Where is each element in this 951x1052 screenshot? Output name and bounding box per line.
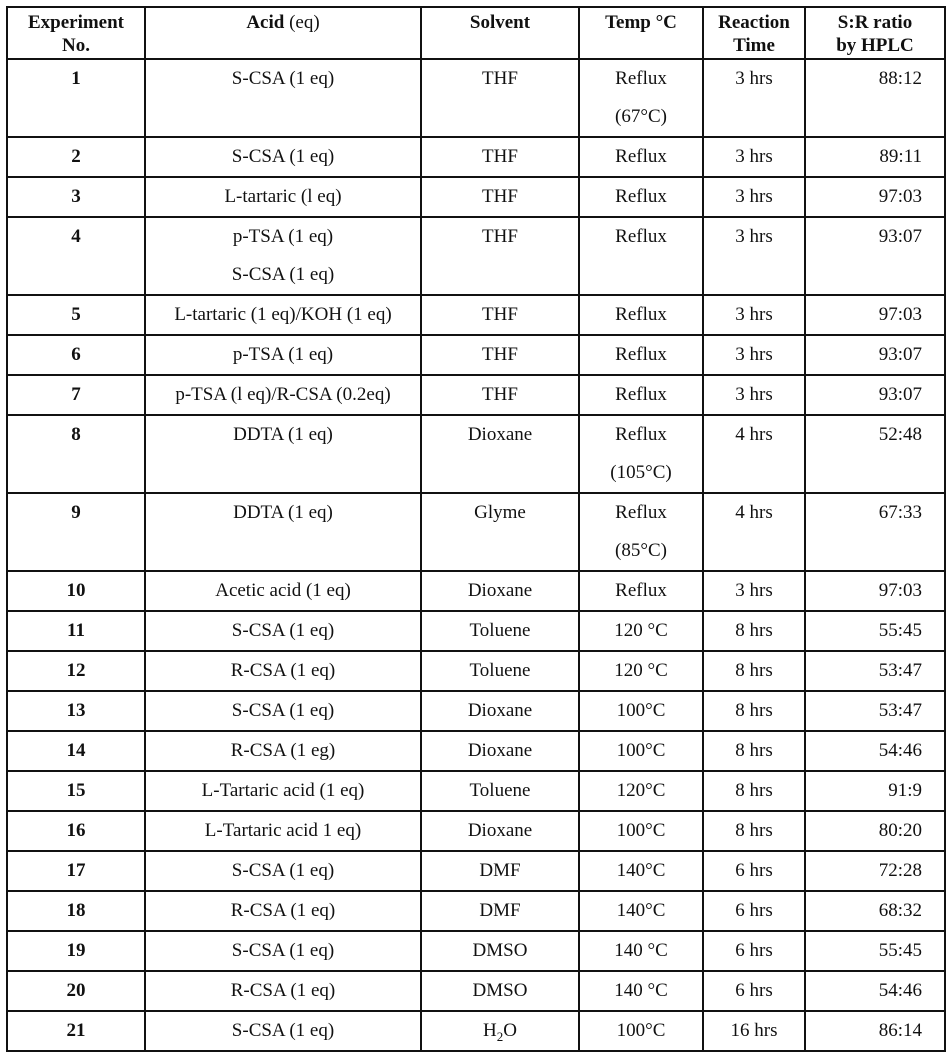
cell-reaction-time: 8 hrs [703, 611, 805, 651]
cell-experiment-no: 14 [7, 731, 145, 771]
cell-experiment-no: 11 [7, 611, 145, 651]
cell-experiment-no: 1 [7, 59, 145, 137]
table-row [7, 891, 945, 931]
cell-temp [579, 931, 703, 971]
cell-temp-line1: 100°C [616, 1020, 666, 1041]
cell-temp-line1: 100°C [616, 700, 666, 721]
cell-experiment-no: 3 [7, 177, 145, 217]
cell-reaction-time: 3 hrs [703, 59, 805, 137]
cell-solvent [421, 571, 579, 611]
cell-sr-ratio: 91:9 [805, 771, 945, 811]
cell-solvent-text: DMSO [472, 940, 528, 961]
cell-temp-line1: Reflux [615, 146, 667, 167]
cell-sr-ratio: 52:48 [805, 415, 945, 493]
cell-solvent-text: Dioxane [467, 580, 533, 601]
cell-reaction-time: 8 hrs [703, 731, 805, 771]
cell-solvent [421, 971, 579, 1011]
cell-reaction-time: 8 hrs [703, 811, 805, 851]
cell-solvent [421, 177, 579, 217]
cell-temp-line1: Reflux [615, 424, 667, 445]
cell-acid [145, 891, 421, 931]
table-row [7, 1011, 945, 1051]
cell-acid-line1: L-tartaric (1 eq)/KOH (1 eq) [174, 304, 392, 325]
cell-temp-line1: 120 °C [614, 660, 668, 681]
cell-experiment-no: 9 [7, 493, 145, 571]
cell-experiment-no: 12 [7, 651, 145, 691]
cell-sr-ratio: 80:20 [805, 811, 945, 851]
cell-temp [579, 217, 703, 295]
cell-solvent-text: Glyme [474, 502, 526, 523]
cell-temp [579, 137, 703, 177]
cell-temp-line1: Reflux [615, 68, 667, 89]
cell-acid [145, 217, 421, 295]
cell-experiment-no: 18 [7, 891, 145, 931]
cell-acid [145, 651, 421, 691]
cell-solvent [421, 493, 579, 571]
header-ratio-line1: S:R ratio [837, 12, 913, 33]
cell-reaction-time: 6 hrs [703, 971, 805, 1011]
header-acid-main: Acid [246, 12, 285, 33]
cell-temp [579, 731, 703, 771]
cell-temp [579, 493, 703, 571]
cell-experiment-no: 8 [7, 415, 145, 493]
cell-temp [579, 771, 703, 811]
cell-reaction-time: 4 hrs [703, 493, 805, 571]
cell-sr-ratio: 89:11 [805, 137, 945, 177]
cell-experiment-no: 10 [7, 571, 145, 611]
table-row [7, 691, 945, 731]
cell-acid [145, 971, 421, 1011]
cell-temp-line2: (67°C) [615, 106, 667, 127]
cell-temp-line1: 140 °C [614, 980, 668, 1001]
cell-temp-line1: Reflux [615, 580, 667, 601]
cell-solvent-text: DMF [479, 860, 521, 881]
cell-temp-line1: 120 °C [614, 620, 668, 641]
cell-solvent [421, 651, 579, 691]
cell-temp-line1: 120°C [616, 780, 666, 801]
table-row [7, 137, 945, 177]
table-row [7, 415, 945, 493]
cell-sr-ratio: 93:07 [805, 335, 945, 375]
cell-temp-line1: 100°C [616, 740, 666, 761]
table-row [7, 217, 945, 295]
cell-sr-ratio: 88:12 [805, 59, 945, 137]
cell-temp-line1: Reflux [615, 226, 667, 247]
cell-acid [145, 931, 421, 971]
cell-acid [145, 571, 421, 611]
cell-temp-line2: (105°C) [610, 462, 672, 483]
cell-acid [145, 811, 421, 851]
cell-reaction-time: 4 hrs [703, 415, 805, 493]
cell-solvent-text: THF [482, 146, 518, 167]
table-row [7, 651, 945, 691]
cell-temp [579, 811, 703, 851]
table-body [7, 59, 945, 1051]
cell-acid-line1: R-CSA (1 eq) [230, 900, 336, 921]
cell-acid-line1: R-CSA (1 eq) [230, 980, 336, 1001]
cell-reaction-time: 6 hrs [703, 931, 805, 971]
table-row [7, 177, 945, 217]
cell-temp [579, 335, 703, 375]
cell-experiment-no: 6 [7, 335, 145, 375]
cell-acid-line1: S-CSA (1 eq) [231, 146, 335, 167]
cell-sr-ratio: 67:33 [805, 493, 945, 571]
cell-acid [145, 177, 421, 217]
cell-acid-line1: p-TSA (1 eq) [232, 226, 334, 247]
cell-acid-line1: S-CSA (1 eq) [231, 620, 335, 641]
cell-acid [145, 851, 421, 891]
cell-reaction-time: 16 hrs [703, 1011, 805, 1051]
table-row [7, 931, 945, 971]
cell-sr-ratio: 97:03 [805, 295, 945, 335]
cell-temp [579, 415, 703, 493]
cell-solvent-text: Dioxane [467, 740, 533, 761]
cell-acid [145, 295, 421, 335]
cell-experiment-no: 5 [7, 295, 145, 335]
header-time-line1: Reaction [718, 12, 790, 33]
header-reaction-time [703, 7, 805, 59]
header-experiment-no [7, 7, 145, 59]
cell-reaction-time: 3 hrs [703, 571, 805, 611]
cell-reaction-time: 6 hrs [703, 851, 805, 891]
cell-acid [145, 59, 421, 137]
cell-acid [145, 691, 421, 731]
cell-temp [579, 971, 703, 1011]
cell-solvent-text: DMF [479, 900, 521, 921]
cell-sr-ratio: 53:47 [805, 651, 945, 691]
table-row [7, 811, 945, 851]
cell-acid-line1: S-CSA (1 eq) [231, 700, 335, 721]
cell-acid-line1: S-CSA (1 eq) [231, 860, 335, 881]
cell-acid-line1: S-CSA (1 eq) [231, 940, 335, 961]
table-row [7, 59, 945, 137]
table-row [7, 493, 945, 571]
cell-sr-ratio: 53:47 [805, 691, 945, 731]
cell-experiment-no: 19 [7, 931, 145, 971]
cell-solvent-subscript: 2 [496, 1028, 504, 1044]
cell-solvent-text: Dioxane [467, 424, 533, 445]
table-row [7, 295, 945, 335]
table-row [7, 971, 945, 1011]
cell-sr-ratio: 55:45 [805, 931, 945, 971]
cell-solvent-text: THF [482, 304, 518, 325]
cell-temp [579, 59, 703, 137]
cell-solvent-text: Dioxane [467, 700, 533, 721]
cell-reaction-time: 3 hrs [703, 137, 805, 177]
cell-acid [145, 611, 421, 651]
cell-sr-ratio: 68:32 [805, 891, 945, 931]
header-ratio-line2: by HPLC [836, 35, 914, 56]
cell-temp [579, 851, 703, 891]
cell-experiment-no: 16 [7, 811, 145, 851]
cell-acid [145, 493, 421, 571]
cell-sr-ratio: 93:07 [805, 217, 945, 295]
cell-solvent [421, 691, 579, 731]
cell-solvent-text: Toluene [469, 660, 531, 681]
cell-reaction-time: 8 hrs [703, 651, 805, 691]
cell-acid [145, 731, 421, 771]
cell-solvent [421, 811, 579, 851]
cell-sr-ratio: 86:14 [805, 1011, 945, 1051]
cell-solvent-text: THF [482, 186, 518, 207]
cell-acid [145, 771, 421, 811]
cell-reaction-time: 3 hrs [703, 295, 805, 335]
cell-temp [579, 651, 703, 691]
cell-temp-line1: Reflux [615, 502, 667, 523]
cell-acid [145, 375, 421, 415]
cell-experiment-no: 13 [7, 691, 145, 731]
header-sr-ratio [805, 7, 945, 59]
cell-solvent [421, 59, 579, 137]
cell-solvent [421, 295, 579, 335]
cell-reaction-time: 6 hrs [703, 891, 805, 931]
cell-solvent [421, 415, 579, 493]
cell-solvent-text: THF [482, 384, 518, 405]
cell-experiment-no: 20 [7, 971, 145, 1011]
header-solvent: Solvent [421, 7, 579, 59]
cell-temp-line1: Reflux [615, 344, 667, 365]
table-row [7, 771, 945, 811]
cell-acid-line1: R-CSA (1 eq) [230, 660, 336, 681]
cell-reaction-time: 3 hrs [703, 217, 805, 295]
cell-acid-line1: DDTA (1 eq) [233, 502, 333, 523]
cell-sr-ratio: 54:46 [805, 971, 945, 1011]
results-table [6, 6, 946, 1052]
cell-acid [145, 415, 421, 493]
table-row [7, 335, 945, 375]
cell-acid-line1: L-Tartaric acid (1 eq) [201, 780, 365, 801]
cell-solvent-text: THF [482, 226, 518, 247]
table-row [7, 375, 945, 415]
cell-acid-line1: L-tartaric (l eq) [224, 186, 342, 207]
cell-temp [579, 691, 703, 731]
cell-temp-line1: 140°C [616, 860, 666, 881]
cell-solvent [421, 611, 579, 651]
cell-solvent [421, 1011, 579, 1051]
cell-temp-line1: 140 °C [614, 940, 668, 961]
cell-solvent [421, 375, 579, 415]
cell-solvent [421, 217, 579, 295]
cell-experiment-no: 21 [7, 1011, 145, 1051]
header-experiment-line2: No. [62, 35, 90, 56]
cell-reaction-time: 3 hrs [703, 177, 805, 217]
header-row [7, 7, 945, 59]
header-temp: Temp °C [579, 7, 703, 59]
cell-temp-line2: (85°C) [615, 540, 667, 561]
cell-solvent [421, 851, 579, 891]
cell-sr-ratio: 97:03 [805, 571, 945, 611]
cell-acid-line1: Acetic acid (1 eq) [215, 580, 351, 601]
cell-solvent-text: Toluene [469, 620, 531, 641]
cell-solvent [421, 731, 579, 771]
cell-temp [579, 891, 703, 931]
cell-experiment-no: 17 [7, 851, 145, 891]
cell-temp-line1: Reflux [615, 186, 667, 207]
cell-acid-line1: DDTA (1 eq) [233, 424, 333, 445]
cell-solvent-text: Toluene [469, 780, 531, 801]
cell-sr-ratio: 93:07 [805, 375, 945, 415]
cell-temp [579, 295, 703, 335]
cell-solvent-text: H [483, 1020, 497, 1041]
cell-temp-line1: Reflux [615, 384, 667, 405]
cell-temp [579, 1011, 703, 1051]
results-table-container [6, 6, 944, 1052]
cell-experiment-no: 15 [7, 771, 145, 811]
cell-acid-line1: S-CSA (1 eq) [231, 1020, 335, 1041]
cell-sr-ratio: 97:03 [805, 177, 945, 217]
cell-temp [579, 375, 703, 415]
header-acid-unit: (eq) [289, 12, 320, 33]
header-time-line2: Time [733, 35, 775, 56]
cell-acid [145, 335, 421, 375]
cell-acid-line1: L-Tartaric acid 1 eq) [204, 820, 362, 841]
cell-experiment-no: 4 [7, 217, 145, 295]
cell-acid-line1: R-CSA (1 eg) [230, 740, 336, 761]
cell-temp [579, 571, 703, 611]
cell-solvent-text: DMSO [472, 980, 528, 1001]
cell-solvent [421, 931, 579, 971]
table-row [7, 571, 945, 611]
cell-acid-line2: S-CSA (1 eq) [231, 264, 335, 285]
cell-experiment-no: 2 [7, 137, 145, 177]
cell-solvent-text: THF [482, 344, 518, 365]
cell-reaction-time: 3 hrs [703, 335, 805, 375]
table-row [7, 851, 945, 891]
cell-acid-line1: S-CSA (1 eq) [231, 68, 335, 89]
cell-solvent [421, 891, 579, 931]
cell-sr-ratio: 72:28 [805, 851, 945, 891]
cell-reaction-time: 3 hrs [703, 375, 805, 415]
cell-temp [579, 177, 703, 217]
cell-solvent [421, 771, 579, 811]
cell-reaction-time: 8 hrs [703, 771, 805, 811]
cell-acid [145, 1011, 421, 1051]
cell-temp-line1: 100°C [616, 820, 666, 841]
cell-sr-ratio: 55:45 [805, 611, 945, 651]
cell-solvent-tail: O [503, 1020, 517, 1041]
header-acid [145, 7, 421, 59]
cell-acid [145, 137, 421, 177]
cell-temp-line1: Reflux [615, 304, 667, 325]
cell-reaction-time: 8 hrs [703, 691, 805, 731]
cell-acid-line1: p-TSA (l eq)/R-CSA (0.2eq) [175, 384, 391, 405]
table-row [7, 731, 945, 771]
cell-experiment-no: 7 [7, 375, 145, 415]
cell-sr-ratio: 54:46 [805, 731, 945, 771]
header-experiment-line1: Experiment [27, 12, 125, 33]
cell-temp-line1: 140°C [616, 900, 666, 921]
cell-temp [579, 611, 703, 651]
table-row [7, 611, 945, 651]
cell-solvent [421, 137, 579, 177]
cell-acid-line1: p-TSA (1 eq) [232, 344, 334, 365]
cell-solvent-text: THF [482, 68, 518, 89]
cell-solvent-text: Dioxane [467, 820, 533, 841]
cell-solvent [421, 335, 579, 375]
